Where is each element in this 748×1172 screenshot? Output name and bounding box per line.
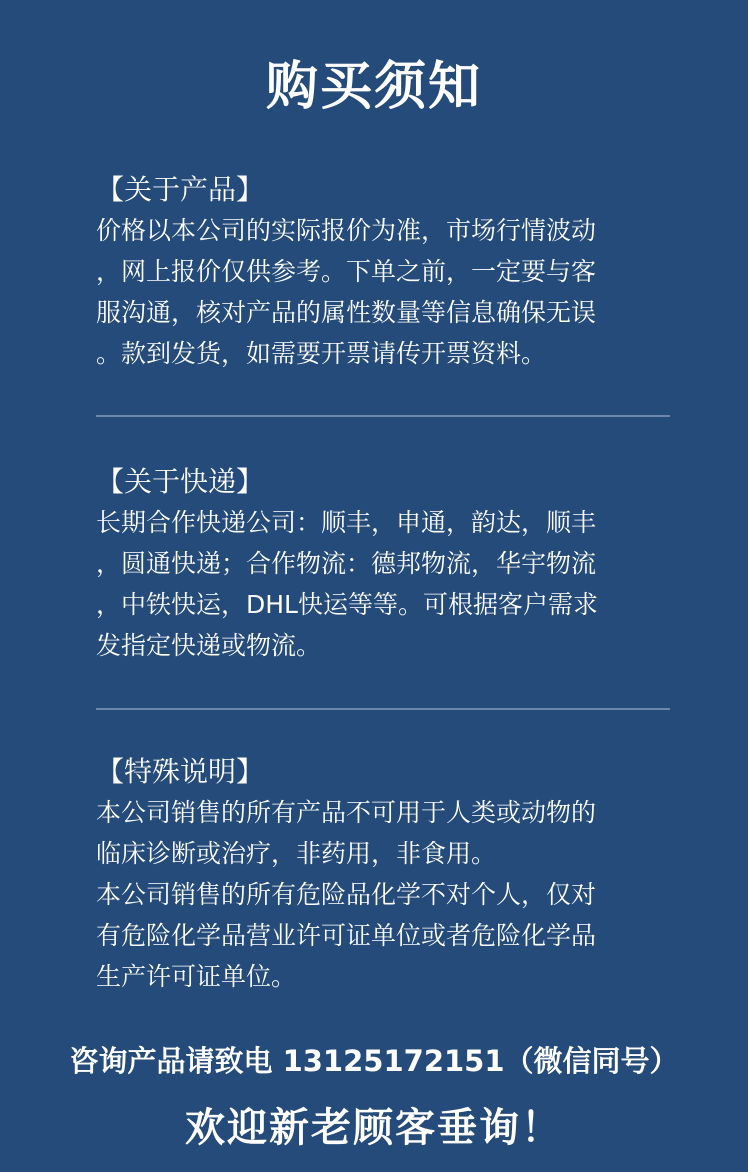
section-line: 发指定快递或物流。 (96, 631, 322, 660)
section-line: 生产许可证单位。 (96, 962, 297, 991)
section-line: 。款到发货，如需要开票请传开票资料。 (96, 339, 547, 368)
section-line: 长期合作快递公司：顺丰，申通，韵达，顺丰 (96, 508, 597, 537)
section-line: 服沟通，核对产品的属性数量等信息确保无误 (96, 298, 597, 327)
section-line: ，圆通快递；合作物流：德邦物流，华宇物流 (96, 549, 597, 578)
section-line: 价格以本公司的实际报价为准，市场行情波动 (96, 216, 597, 245)
section-heading: 【特殊说明】 (96, 755, 265, 788)
page-title: 购买须知 (265, 57, 482, 117)
section-about-products (96, 170, 671, 374)
section-line: 本公司销售的所有产品不可用于人类或动物的 (96, 798, 597, 827)
section-heading: 【关于产品】 (96, 173, 265, 206)
section-divider (96, 415, 670, 417)
section-about-shipping (96, 462, 671, 666)
welcome-message: 欢迎新老顾客垂询！ (185, 1105, 563, 1151)
section-divider (96, 708, 670, 710)
section-line: 有危险化学品营业许可证单位或者危险化学品 (96, 921, 597, 950)
section-line: ，中铁快运，DHL快运等等。可根据客户需求 (96, 590, 598, 619)
section-line: 本公司销售的所有危险品化学不对个人，仅对 (96, 880, 597, 909)
section-special-notes (96, 752, 671, 997)
section-line: ，网上报价仅供参考。下单之前，一定要与客 (96, 257, 597, 286)
section-heading: 【关于快递】 (96, 465, 265, 498)
contact-phone-line: 咨询产品请致电 13125172151（微信同号） (69, 1044, 679, 1078)
section-line: 临床诊断或治疗，非药用，非食用。 (96, 839, 497, 868)
